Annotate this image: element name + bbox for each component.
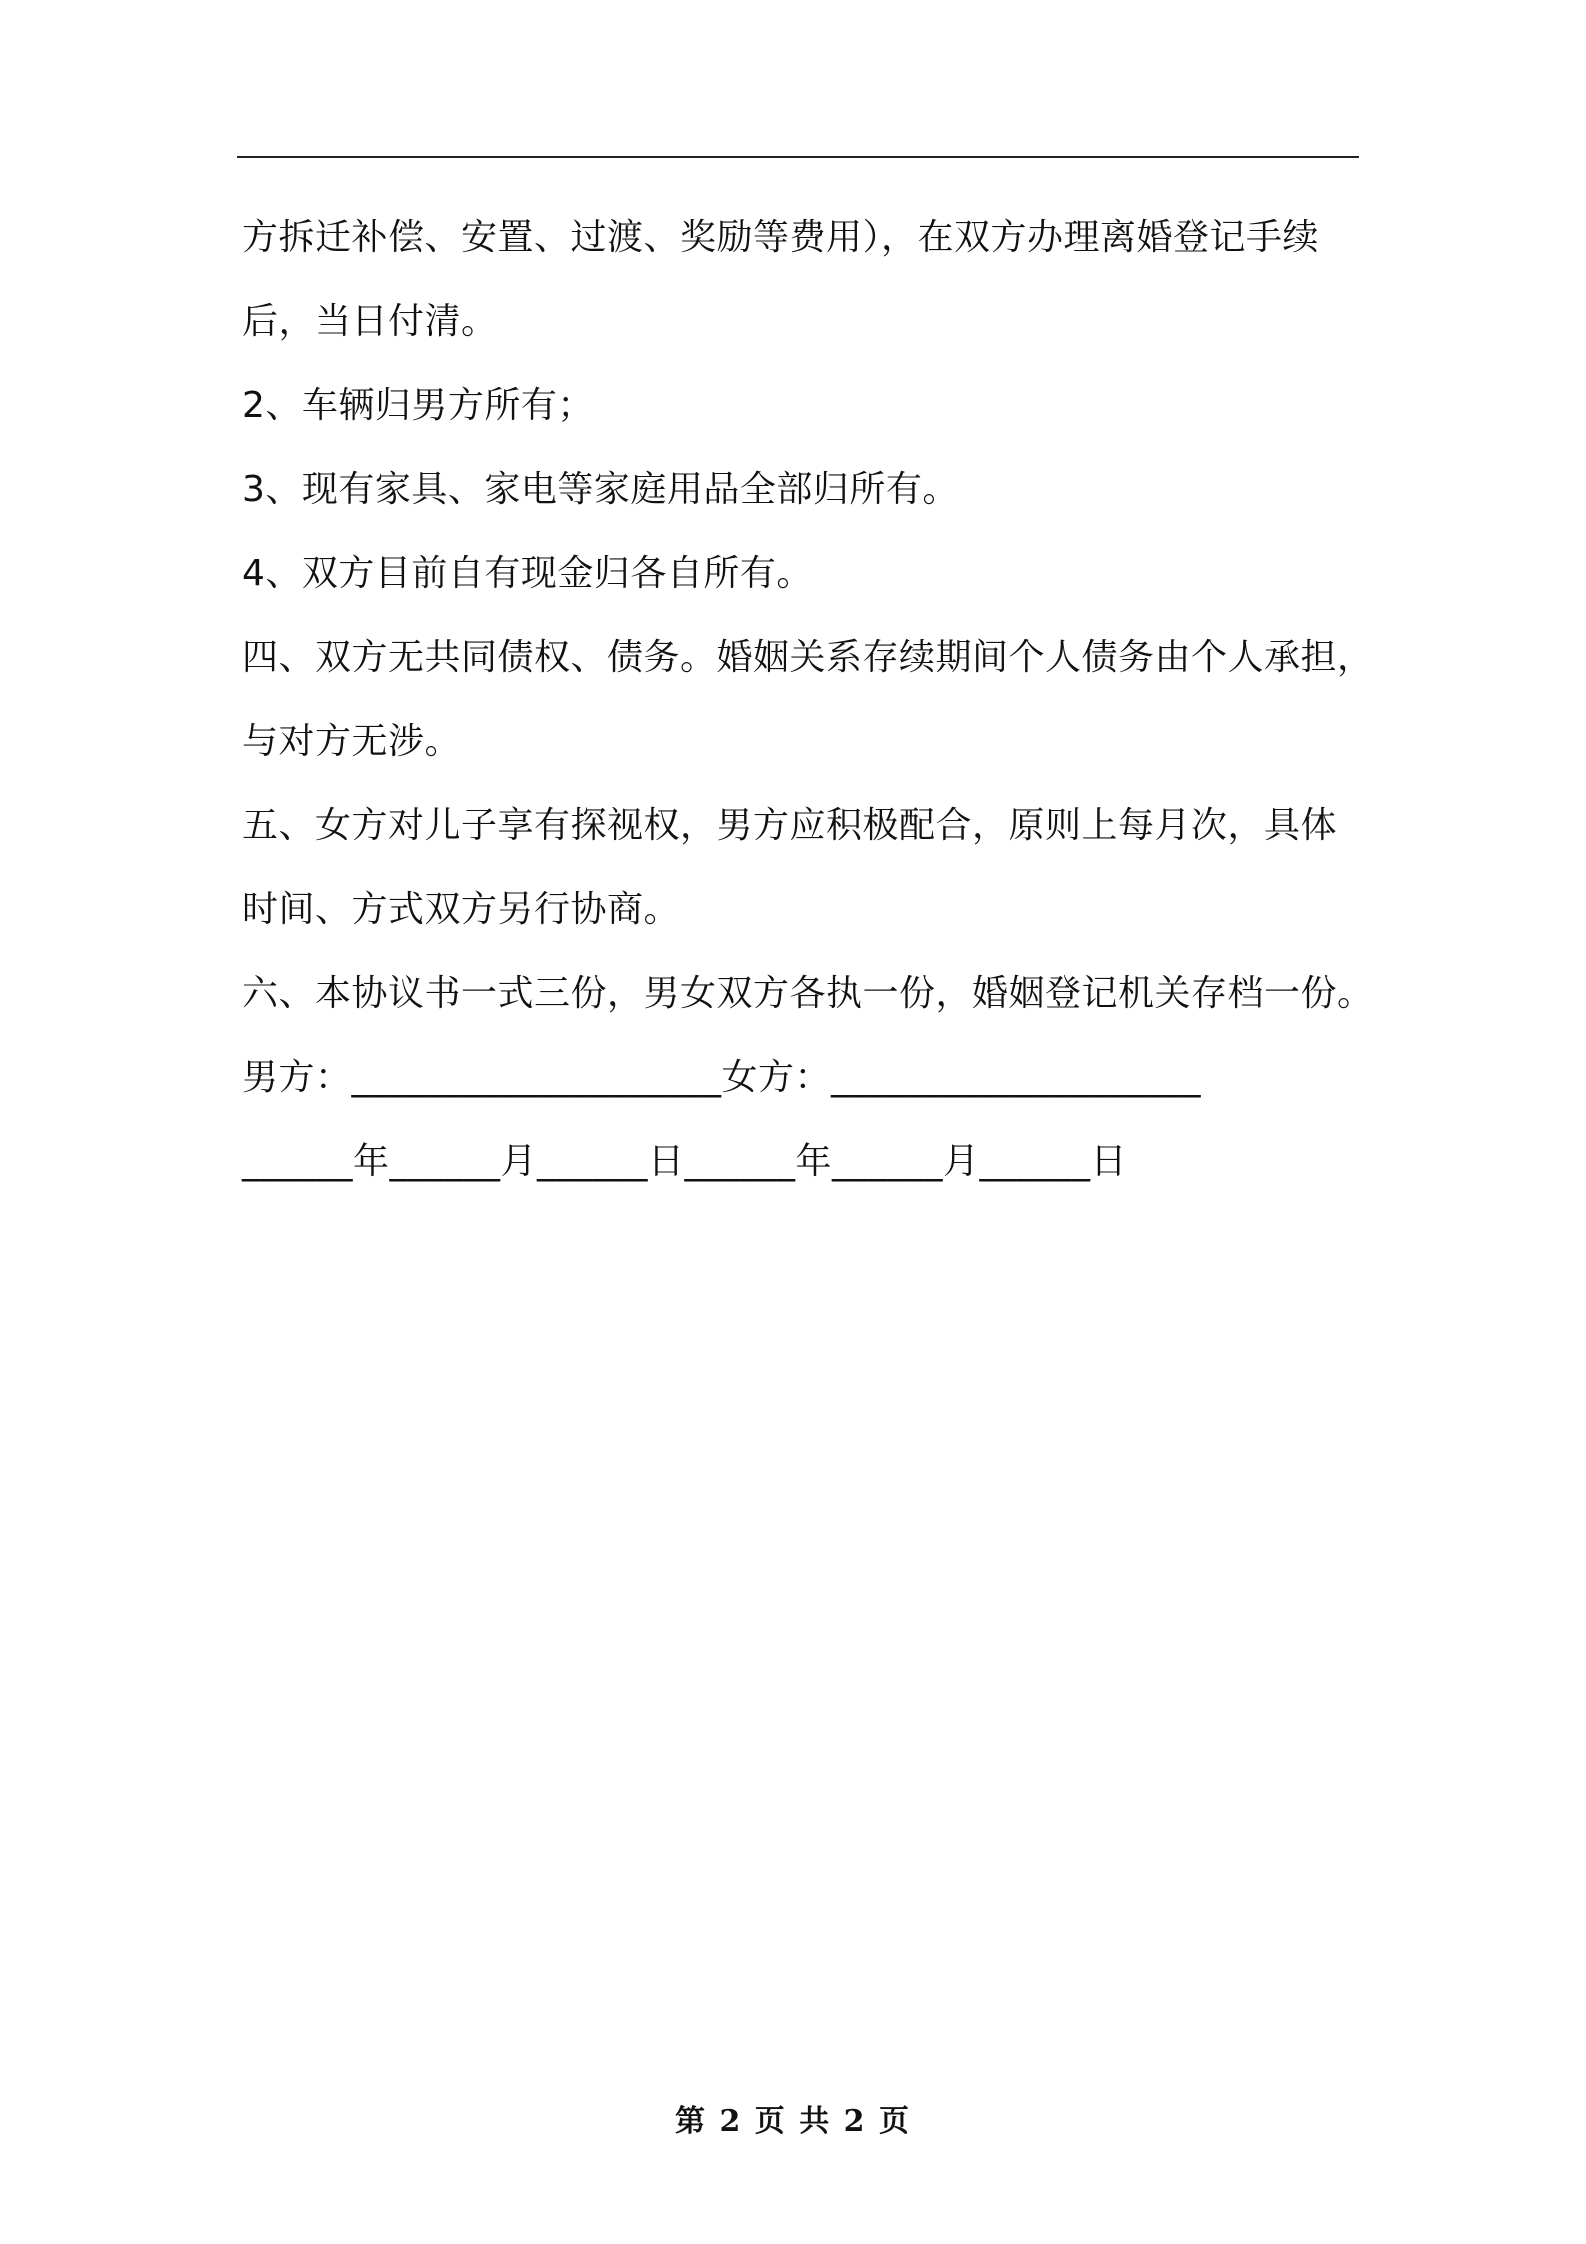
signature-line: 男方：____________________女方：____________________	[242, 1057, 1202, 1098]
clause-furniture: 3、现有家具、家电等家庭用品全部归所有。	[242, 469, 959, 510]
page-number: 第 2 页 共 2 页	[675, 2104, 911, 2139]
section-four-line-2: 与对方无涉。	[242, 721, 462, 762]
section-six: 六、本协议书一式三份，男女双方各执一份，婚姻登记机关存档一份。	[242, 973, 1374, 1014]
date-line: ______年______月______日______年______月______日	[242, 1141, 1127, 1182]
clause-cash: 4、双方目前自有现金归各自所有。	[242, 553, 813, 594]
paragraph-line-2: 后，当日付清。	[242, 301, 498, 342]
section-four-line-1: 四、双方无共同债权、债务。婚姻关系存续期间个人债务由个人承担，	[242, 637, 1374, 678]
paragraph-line-1: 方拆迁补偿、安置、过渡、奖励等费用），在双方办理离婚登记手续	[242, 217, 1320, 258]
document-body	[242, 196, 1374, 1204]
section-five-line-2: 时间、方式双方另行协商。	[242, 889, 681, 930]
header-rule	[237, 156, 1359, 158]
clause-vehicle: 2、车辆归男方所有；	[242, 385, 594, 426]
section-five-line-1: 五、女方对儿子享有探视权，男方应积极配合，原则上每月次，具体	[242, 805, 1338, 846]
